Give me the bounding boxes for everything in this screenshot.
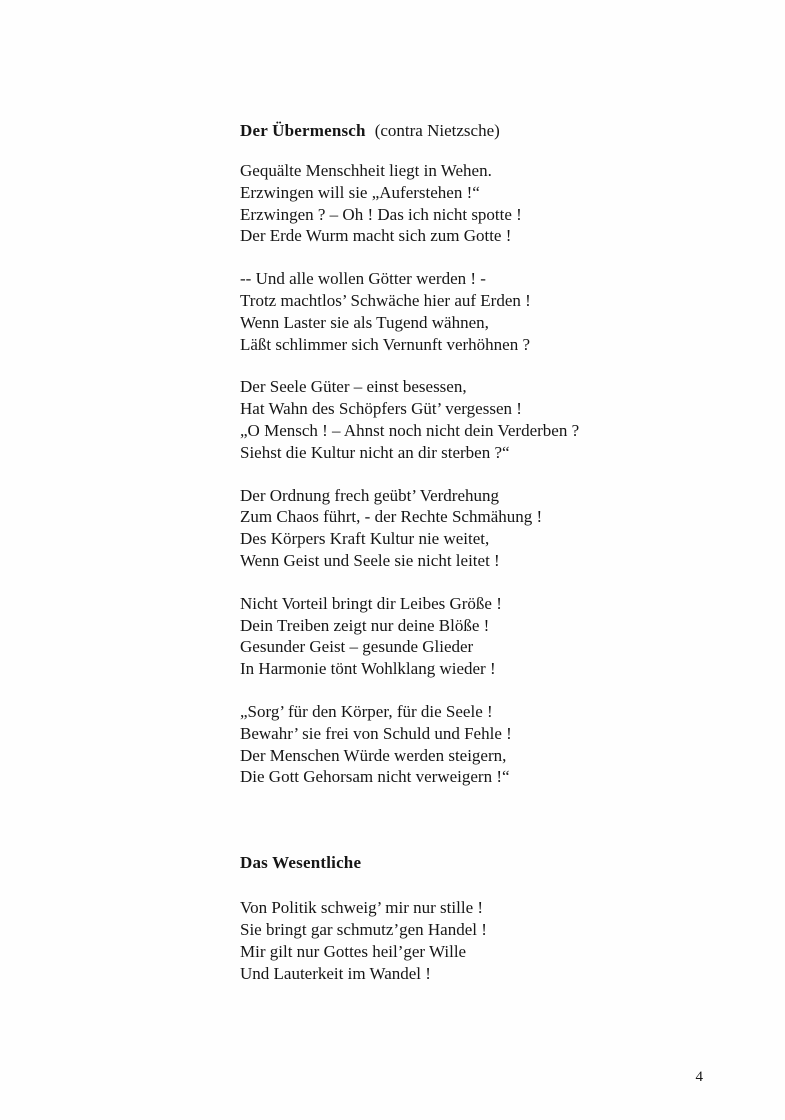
poem-line: Erzwingen will sie „Auferstehen !“ <box>240 182 480 202</box>
poem-line: Der Erde Wurm macht sich zum Gotte ! <box>240 226 512 246</box>
poem-line: -- Und alle wollen Götter werden ! - <box>240 269 486 289</box>
poem-line: Die Gott Gehorsam nicht verweigern !“ <box>240 767 510 787</box>
poem-line: Gesunder Geist – gesunde Glieder <box>240 637 474 657</box>
poem-line: Erzwingen ? – Oh ! Das ich nicht spotte ! <box>240 204 522 224</box>
poem-line: In Harmonie tönt Wohlklang wieder ! <box>240 659 496 679</box>
poem-line: Gequälte Menschheit liegt in Wehen. <box>240 161 492 180</box>
poem-line: Von Politik schweig’ mir nur stille ! <box>240 898 484 918</box>
poem-line: Sie bringt gar schmutz’gen Handel ! <box>240 919 487 939</box>
page-number: 4 <box>695 1069 703 1085</box>
poem-title-text: Der Übermensch <box>240 121 366 140</box>
stanza <box>240 701 710 788</box>
poem-line: Bewahr’ sie frei von Schuld und Fehle ! <box>240 723 512 743</box>
poem-line: Zum Chaos führt, - der Rechte Schmähung ! <box>240 507 543 527</box>
poem-line: Nicht Vorteil bringt dir Leibes Größe ! <box>240 593 502 613</box>
stanza <box>240 897 710 984</box>
poem-line: „Sorg’ für den Körper, für die Seele ! <box>240 701 493 721</box>
stanza <box>240 160 710 247</box>
poem-line: Des Körpers Kraft Kultur nie weitet, <box>240 529 490 549</box>
poem-line: Trotz machtlos’ Schwäche hier auf Erden ! <box>240 290 531 310</box>
poem-line: Mir gilt nur Gottes heil’ger Wille <box>240 941 467 961</box>
stanza <box>240 593 710 680</box>
poem-line: Der Menschen Würde werden steigern, <box>240 745 507 765</box>
stanza <box>240 485 710 572</box>
poem-line: „O Mensch ! – Ahnst noch nicht dein Verderben ? <box>240 420 580 440</box>
poem-line: Dein Treiben zeigt nur deine Blöße ! <box>240 615 490 635</box>
poem-line: Der Ordnung frech geübt’ Verdrehung <box>240 485 500 505</box>
poem-line: Läßt schlimmer sich Vernunft verhöhnen ? <box>240 334 531 354</box>
poem-line: Wenn Geist und Seele sie nicht leitet ! <box>240 550 500 570</box>
poem-title <box>240 809 710 874</box>
poem-line: Der Seele Güter – einst besessen, <box>240 377 467 397</box>
poem-line: Und Lauterkeit im Wandel ! <box>240 963 431 983</box>
poem-line: Hat Wahn des Schöpfers Güt’ vergessen ! <box>240 399 522 419</box>
poem-title-text: Das Wesentliche <box>240 853 362 873</box>
stanza <box>240 376 710 463</box>
poem-line: Wenn Laster sie als Tugend wähnen, <box>240 312 489 332</box>
page-content <box>240 120 710 1005</box>
poem-line: Siehst die Kultur nicht an dir sterben ?“ <box>240 442 510 462</box>
stanza <box>240 268 710 355</box>
poem-subtitle-text: (contra Nietzsche) <box>374 121 500 140</box>
poem-title <box>240 120 710 142</box>
